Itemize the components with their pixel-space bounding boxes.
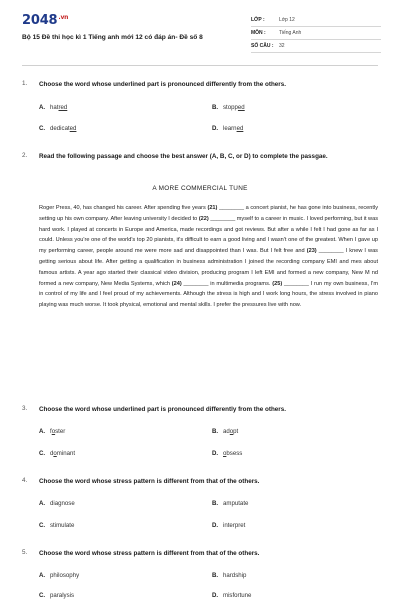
option-text: stimulate: [50, 522, 75, 529]
blank-number: (23): [306, 248, 317, 255]
option-letter: D.: [212, 125, 219, 132]
option-text: learn: [223, 125, 237, 132]
meta-key: SỐ CÂU :: [251, 43, 274, 49]
option-text: paralysis: [50, 592, 75, 599]
option-text: philosophy: [50, 572, 80, 579]
question-number: 1.: [22, 80, 28, 87]
option-letter: C.: [39, 125, 46, 132]
option-letter: D.: [212, 522, 219, 529]
meta-row-count: [251, 40, 381, 53]
blank-number: (24): [171, 280, 182, 287]
passage-body: [39, 203, 378, 311]
option-underlined: ed: [237, 104, 245, 111]
option-underlined: ed: [69, 125, 77, 132]
option-text: ad: [223, 428, 230, 435]
logo-suffix: .vn: [58, 13, 69, 21]
document-title: Bộ 15 Đề thi học kì 1 Tiếng anh mới 12 có đáp án- Đề số 8: [22, 34, 203, 41]
option-text-end: pt: [233, 428, 239, 435]
option-letter: A.: [39, 104, 46, 111]
meta-row-class: [251, 14, 381, 27]
question-number: 2.: [22, 152, 28, 159]
question-stem: Choose the word whose stress pattern is different from that of the others.: [39, 478, 260, 485]
option-1d[interactable]: [212, 125, 243, 132]
meta-value: Lớp 12: [279, 17, 295, 23]
option-3b[interactable]: [212, 428, 238, 435]
passage-text: ________ I run my own business, I'm in control of my life and I feel proud of my achievements. Although the stress is high and I work long hours, the stress involved in piano playing was much worse. It took physical, emotional and mental skills. I prefer the pressures live with now.: [39, 280, 378, 309]
option-letter: A.: [39, 500, 46, 507]
site-logo[interactable]: [22, 13, 68, 28]
blank-number: (21): [207, 205, 218, 211]
option-letter: B.: [212, 104, 219, 111]
option-text: stopp: [223, 104, 238, 111]
option-1b[interactable]: [212, 104, 245, 111]
option-text: hat: [50, 104, 59, 111]
option-text: diagnose: [50, 500, 75, 507]
passage-text: ________ I knew I was getting serious about life. After getting a qualification in business administration I joined the recording company EMI and mes about famous artists. A year ago started their classical video division, producing program I left EMI and formed a new company, New M nd formed a new company, New Media Systems, which: [39, 248, 378, 287]
option-letter: C.: [39, 592, 46, 599]
option-1a[interactable]: [39, 104, 67, 111]
option-text: interpret: [223, 522, 246, 529]
option-5d[interactable]: [212, 592, 251, 599]
option-underlined: o: [223, 450, 227, 457]
question-number: 5.: [22, 549, 28, 556]
passage-text: ________ a concert pianist, he has gone into business, recently setting up his own company. After leaving university I decided to: [39, 205, 378, 222]
option-letter: A.: [39, 572, 46, 579]
option-3a[interactable]: [39, 428, 65, 435]
logo-text: 2048: [22, 13, 58, 28]
meta-table: [251, 14, 381, 53]
option-letter: A.: [39, 428, 46, 435]
option-letter: D.: [212, 592, 219, 599]
reading-passage: [39, 203, 378, 311]
option-letter: B.: [212, 572, 219, 579]
question-stem: Read the following passage and choose the best answer (A, B, C, or D) to complete the passgae.: [39, 153, 328, 160]
meta-row-subject: [251, 27, 381, 40]
option-underlined: red: [58, 104, 68, 111]
option-underlined: o: [53, 450, 57, 457]
blank-number: (22): [198, 215, 209, 222]
option-1c[interactable]: [39, 125, 76, 132]
option-4c[interactable]: [39, 522, 74, 529]
option-5a[interactable]: [39, 572, 79, 579]
option-text: misfortune: [223, 592, 252, 599]
option-text: d: [50, 450, 54, 457]
question-stem: Choose the word whose underlined part is pronounced differently from the others.: [39, 81, 286, 88]
option-text-end: bsess: [226, 450, 243, 457]
option-4d[interactable]: [212, 522, 245, 529]
passage-text: ________ myself to a career in music. I loved performing, but it was hard work. I played at concerts in Europe and America, made recordings and got reviews. But after a while I felt I had gone as far as I could. Unless you're one of the world's top 20 pianists, it's difficult to earn a good living and I wasn't one of the greatest. When I gave up my performing career, people around me were more sad and disappointed than I was. But I felt free and: [39, 215, 379, 255]
option-text: amputate: [223, 500, 249, 507]
passage-text: Roger Press, 40, has changed his career. After spending five years: [39, 205, 208, 211]
option-text-end: ster: [55, 428, 66, 435]
question-number: 4.: [22, 477, 28, 484]
option-text: f: [50, 428, 52, 435]
header-divider: [22, 65, 378, 66]
document-header: [0, 0, 400, 70]
option-letter: B.: [212, 500, 219, 507]
option-3d[interactable]: [212, 450, 242, 457]
question-stem: Choose the word whose stress pattern is different from that of the others.: [39, 550, 260, 557]
option-underlined: o: [51, 428, 56, 435]
meta-key: LỚP :: [251, 17, 265, 23]
option-text: hardship: [223, 572, 247, 579]
option-letter: C.: [39, 450, 46, 457]
blank-number: (25): [272, 280, 283, 287]
meta-value: 32: [279, 43, 285, 49]
option-letter: C.: [39, 522, 46, 529]
meta-value: Tiếng Anh: [279, 30, 302, 36]
option-4a[interactable]: [39, 500, 75, 507]
option-underlined: o: [229, 428, 234, 435]
question-stem: Choose the word whose underlined part is pronounced differently from the others.: [39, 406, 286, 413]
option-3c[interactable]: [39, 450, 75, 457]
question-number: 3.: [22, 405, 28, 412]
option-4b[interactable]: [212, 500, 248, 507]
option-text-end: minant: [56, 450, 76, 457]
passage-text: ________ in multimedia programs.: [181, 280, 273, 287]
option-5c[interactable]: [39, 592, 74, 599]
option-underlined: ed: [236, 125, 244, 132]
option-text: dedicat: [50, 125, 70, 132]
option-5b[interactable]: [212, 572, 246, 579]
passage-title: A MORE COMMERCIAL TUNE: [152, 185, 248, 192]
option-letter: B.: [212, 428, 219, 435]
option-letter: D.: [212, 450, 219, 457]
meta-key: MÔN :: [251, 30, 266, 36]
